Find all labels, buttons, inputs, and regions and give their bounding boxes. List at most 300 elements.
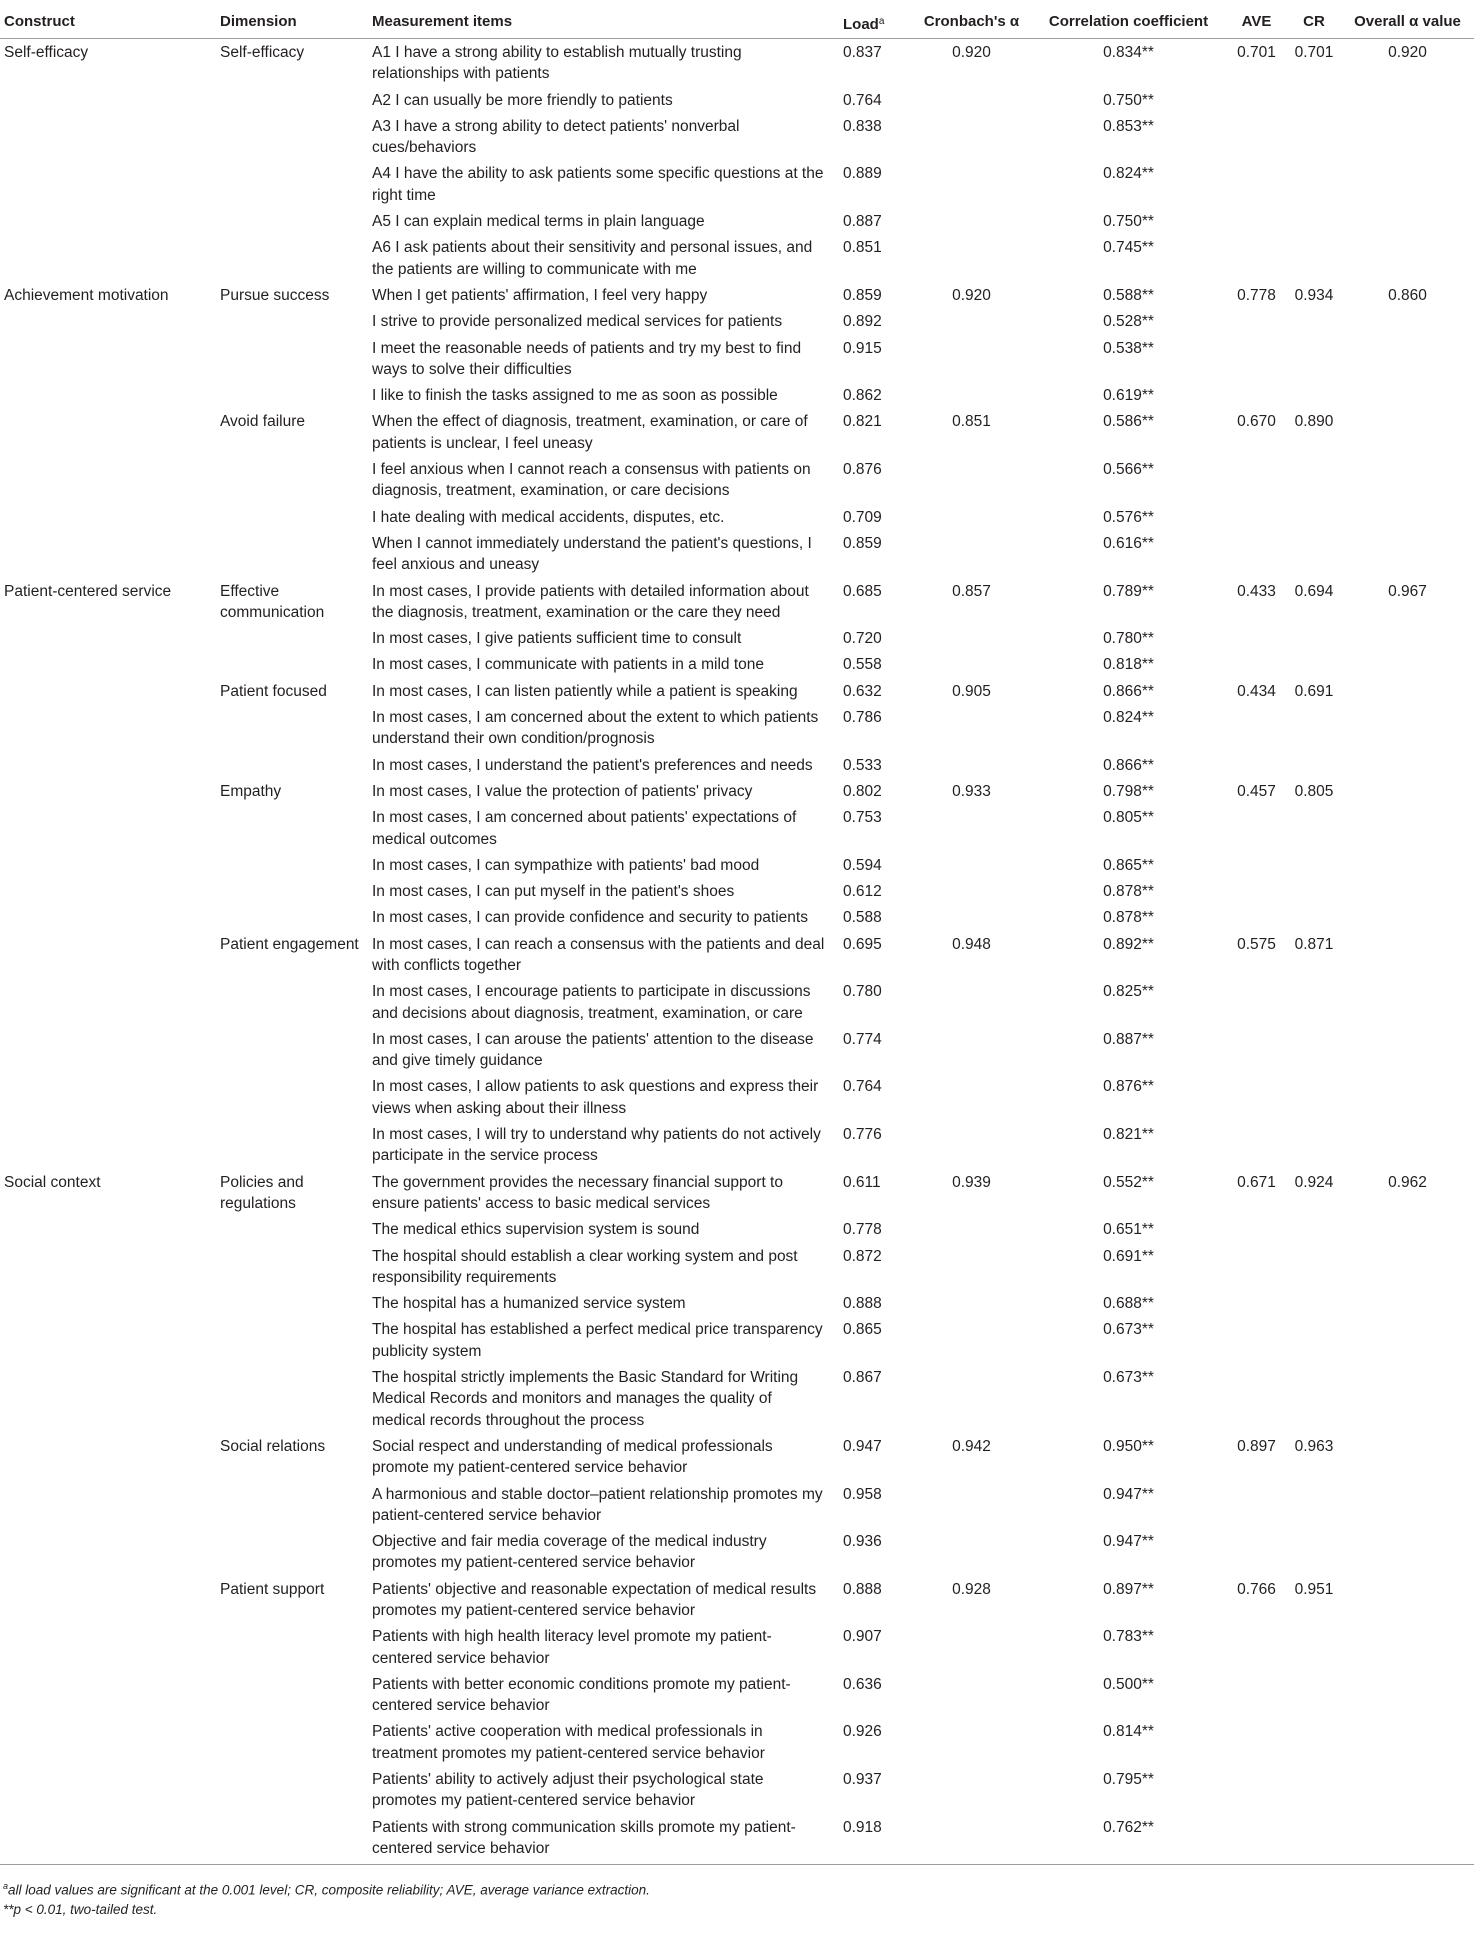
ave-cell: 0.670	[1237, 413, 1276, 431]
overall-alpha-cell	[1341, 654, 1474, 680]
table-row	[0, 163, 1474, 211]
measurement-item-cell: In most cases, I encourage patients to participate in discussions and decisions about diagnosis, treatment, examination, or care	[372, 983, 811, 1022]
load-cell: 0.685	[843, 582, 882, 600]
load-cell: 0.695	[843, 935, 882, 953]
load-cell: 0.958	[843, 1485, 882, 1503]
overall-alpha-cell	[1341, 1319, 1474, 1367]
load-cell: 0.888	[843, 1295, 882, 1313]
overall-alpha-cell	[1341, 1626, 1474, 1674]
measurement-item-cell: I like to finish the tasks assigned to me as soon as possible	[372, 387, 778, 405]
cronbach-alpha-cell	[912, 533, 1031, 581]
table-row	[0, 116, 1474, 164]
overall-alpha-cell	[1341, 1367, 1474, 1436]
ave-cell	[1226, 1246, 1287, 1294]
cr-cell	[1287, 755, 1341, 781]
correlation-cell: 0.780**	[1103, 630, 1154, 648]
table-row	[0, 1769, 1474, 1817]
table-row	[0, 1367, 1474, 1436]
construct-cell	[0, 1531, 220, 1579]
cr-cell	[1287, 1029, 1341, 1077]
overall-alpha-cell	[1341, 881, 1474, 907]
overall-alpha-cell	[1341, 507, 1474, 533]
header-construct: Construct	[0, 7, 220, 39]
table-row	[0, 855, 1474, 881]
measurement-item-cell: In most cases, I can put myself in the patient's shoes	[372, 883, 735, 901]
cronbach-alpha-cell	[912, 1293, 1031, 1319]
cr-cell	[1287, 385, 1341, 411]
measurement-item-cell: In most cases, I communicate with patients in a mild tone	[372, 656, 764, 674]
cronbach-alpha-cell	[912, 90, 1031, 116]
correlation-cell: 0.824**	[1103, 709, 1154, 727]
dimension-cell	[220, 237, 372, 285]
table-row	[0, 981, 1474, 1029]
ave-cell: 0.457	[1237, 782, 1276, 800]
cronbach-alpha-cell	[912, 1484, 1031, 1532]
table-row	[0, 1674, 1474, 1722]
cr-cell	[1287, 981, 1341, 1029]
table-row	[0, 338, 1474, 386]
load-cell: 0.872	[843, 1247, 882, 1265]
load-cell: 0.887	[843, 213, 882, 231]
overall-alpha-cell	[1341, 907, 1474, 933]
load-cell: 0.774	[843, 1030, 882, 1048]
dimension-cell: Patient focused	[220, 682, 327, 700]
cr-cell: 0.963	[1294, 1437, 1334, 1455]
construct-cell	[0, 1029, 220, 1077]
construct-cell	[0, 1124, 220, 1172]
table-row	[0, 1246, 1474, 1294]
table-row	[0, 581, 1474, 629]
measurement-item-cell: When the effect of diagnosis, treatment, examination, or care of patients is unclear, I feel uneasy	[372, 413, 808, 452]
cr-cell	[1287, 1769, 1341, 1817]
correlation-cell: 0.795**	[1103, 1771, 1154, 1789]
overall-alpha-cell	[1341, 1579, 1474, 1627]
cr-cell: 0.924	[1294, 1173, 1334, 1191]
table-row	[0, 1293, 1474, 1319]
table-row	[0, 1484, 1474, 1532]
correlation-cell: 0.853**	[1103, 117, 1154, 135]
load-cell: 0.786	[843, 709, 882, 727]
cr-cell	[1287, 1293, 1341, 1319]
construct-cell	[0, 1246, 220, 1294]
cr-cell: 0.691	[1294, 682, 1334, 700]
ave-cell	[1226, 755, 1287, 781]
dimension-cell	[220, 1293, 372, 1319]
overall-alpha-cell	[1341, 338, 1474, 386]
ave-cell	[1226, 981, 1287, 1029]
overall-alpha-cell	[1341, 1219, 1474, 1245]
footnote-a-text: all load values are significant at the 0.001 level; CR, composite reliability; AVE, average variance extraction.	[8, 1882, 650, 1898]
measurement-item-cell: I strive to provide personalized medical services for patients	[372, 313, 783, 331]
cr-cell	[1287, 1246, 1341, 1294]
cr-cell	[1287, 881, 1341, 907]
construct-cell	[0, 533, 220, 581]
table-row	[0, 907, 1474, 933]
overall-alpha-cell	[1341, 981, 1474, 1029]
dimension-cell	[220, 1531, 372, 1579]
construct-cell	[0, 654, 220, 680]
overall-alpha-cell	[1341, 237, 1474, 285]
correlation-cell: 0.750**	[1103, 91, 1154, 109]
construct-cell	[0, 981, 220, 1029]
load-cell: 0.780	[843, 983, 882, 1001]
cr-cell: 0.701	[1294, 44, 1334, 61]
cr-cell	[1287, 237, 1341, 285]
ave-cell	[1226, 1484, 1287, 1532]
load-cell: 0.889	[843, 165, 882, 183]
dimension-cell	[220, 1124, 372, 1172]
load-cell: 0.838	[843, 117, 882, 135]
cronbach-alpha-cell	[912, 1721, 1031, 1769]
dimension-cell	[220, 1246, 372, 1294]
overall-alpha-cell	[1341, 1436, 1474, 1484]
measurement-item-cell: I meet the reasonable needs of patients and try my best to find ways to solve their difficulties	[372, 339, 802, 378]
correlation-cell: 0.834**	[1103, 44, 1154, 61]
cr-cell: 0.805	[1294, 782, 1334, 800]
table-row	[0, 628, 1474, 654]
ave-cell	[1226, 1367, 1287, 1436]
measurement-item-cell: Patients with better economic conditions promote my patient-centered service behavior	[372, 1675, 791, 1715]
construct-cell	[0, 385, 220, 411]
correlation-cell: 0.500**	[1103, 1675, 1154, 1693]
header-row	[0, 7, 1474, 39]
measurement-item-cell: In most cases, I can reach a consensus with the patients and deal with conflicts together	[372, 935, 825, 974]
construct-cell	[0, 855, 220, 881]
cronbach-alpha-cell	[912, 1531, 1031, 1579]
load-cell: 0.632	[843, 682, 882, 700]
ave-cell	[1226, 1124, 1287, 1172]
header-load	[843, 7, 912, 39]
header-measurement-items: Measurement items	[372, 7, 843, 39]
measurement-item-cell: A2 I can usually be more friendly to patients	[372, 91, 673, 109]
correlation-cell: 0.887**	[1103, 1030, 1154, 1048]
measurement-item-cell: The medical ethics supervision system is sound	[372, 1221, 700, 1239]
cr-cell	[1287, 1219, 1341, 1245]
ave-cell	[1226, 116, 1287, 164]
cronbach-alpha-cell: 0.905	[952, 682, 991, 700]
construct-cell	[0, 1219, 220, 1245]
correlation-cell: 0.878**	[1103, 909, 1154, 927]
cronbach-alpha-cell	[912, 1124, 1031, 1172]
load-cell: 0.764	[843, 91, 882, 109]
correlation-cell: 0.651**	[1103, 1221, 1154, 1239]
cronbach-alpha-cell	[912, 654, 1031, 680]
construct-cell	[0, 628, 220, 654]
cronbach-alpha-cell	[912, 1367, 1031, 1436]
cronbach-alpha-cell	[912, 807, 1031, 855]
measurement-item-cell: The hospital strictly implements the Basic Standard for Writing Medical Records and monitors and manages the quality of medical records throughout the process	[372, 1369, 799, 1429]
cronbach-alpha-cell	[912, 881, 1031, 907]
cr-cell	[1287, 163, 1341, 211]
correlation-cell: 0.762**	[1031, 1817, 1226, 1865]
correlation-cell: 0.876**	[1103, 1078, 1154, 1096]
construct-cell	[0, 1817, 220, 1865]
overall-alpha-cell	[1341, 855, 1474, 881]
correlation-cell: 0.897**	[1103, 1580, 1154, 1598]
ave-cell	[1226, 1219, 1287, 1245]
dimension-cell	[220, 1484, 372, 1532]
load-cell: 0.859	[843, 286, 882, 304]
ave-cell	[1226, 1626, 1287, 1674]
measurement-item-cell: Patients' active cooperation with medical professionals in treatment promotes my patient-centered service behavior	[372, 1723, 765, 1762]
overall-alpha-cell	[1341, 781, 1474, 807]
load-cell: 0.753	[843, 809, 882, 827]
table-row	[0, 211, 1474, 237]
ave-cell	[1226, 533, 1287, 581]
dimension-cell	[220, 1674, 372, 1722]
construct-cell	[0, 90, 220, 116]
cr-cell	[1287, 1531, 1341, 1579]
dimension-cell	[220, 755, 372, 781]
overall-alpha-cell	[1341, 1029, 1474, 1077]
measurement-item-cell: Patients' ability to actively adjust their psychological state promotes my patient-centered service behavior	[372, 1771, 764, 1810]
construct-cell	[0, 934, 220, 982]
cronbach-alpha-cell	[912, 1817, 1031, 1865]
measurement-item-cell: In most cases, I can arouse the patients' attention to the disease and give timely guidance	[372, 1030, 814, 1070]
cronbach-alpha-cell	[912, 459, 1031, 507]
cr-cell	[1287, 1367, 1341, 1436]
load-cell: 0.821	[843, 413, 882, 431]
table-row	[0, 881, 1474, 907]
overall-alpha-cell	[1341, 385, 1474, 411]
cronbach-alpha-cell: 0.857	[952, 582, 991, 600]
correlation-cell: 0.878**	[1103, 883, 1154, 901]
correlation-cell: 0.947**	[1103, 1485, 1154, 1503]
dimension-cell	[220, 116, 372, 164]
measurement-item-cell: The hospital has established a perfect medical price transparency publicity system	[372, 1321, 823, 1360]
overall-alpha-cell	[1341, 163, 1474, 211]
overall-alpha-cell	[1341, 411, 1474, 459]
dimension-cell	[220, 654, 372, 680]
measurement-item-cell: In most cases, I provide patients with detailed information about the diagnosis, treatment, examination or the care they need	[372, 582, 809, 621]
dimension-cell: Patient support	[220, 1580, 325, 1598]
load-cell: 0.837	[843, 44, 882, 61]
measurement-item-cell: The hospital should establish a clear working system and post responsibility requirements	[372, 1247, 798, 1286]
measurement-item-cell: A harmonious and stable doctor–patient relationship promotes my patient-centered service behavior	[372, 1485, 823, 1524]
cr-cell: 0.951	[1294, 1580, 1334, 1598]
table-row	[0, 1319, 1474, 1367]
measurement-item-cell: Objective and fair media coverage of the medical industry promotes my patient-centered service behavior	[372, 1533, 767, 1572]
load-cell: 0.764	[843, 1078, 882, 1096]
dimension-cell	[220, 1219, 372, 1245]
load-cell: 0.865	[843, 1321, 882, 1339]
correlation-cell: 0.576**	[1103, 508, 1154, 526]
table-row	[0, 285, 1474, 311]
cr-cell	[1287, 907, 1341, 933]
table-row	[0, 237, 1474, 285]
correlation-cell: 0.866**	[1103, 682, 1154, 700]
cronbach-alpha-cell: 0.942	[952, 1437, 991, 1455]
load-cell: 0.533	[843, 756, 882, 774]
cr-cell	[1287, 1817, 1341, 1865]
table-row	[0, 533, 1474, 581]
construct-cell	[0, 1319, 220, 1367]
ave-cell	[1226, 1674, 1287, 1722]
ave-cell	[1226, 163, 1287, 211]
table-row	[0, 1531, 1474, 1579]
correlation-cell: 0.745**	[1103, 239, 1154, 257]
overall-alpha-cell: 0.962	[1388, 1173, 1427, 1191]
correlation-cell: 0.586**	[1103, 413, 1154, 431]
measurement-item-cell: A6 I ask patients about their sensitivity and personal issues, and the patients are willing to communicate with me	[372, 239, 813, 278]
cronbach-alpha-cell	[912, 507, 1031, 533]
load-cell: 0.859	[843, 534, 882, 552]
correlation-cell: 0.818**	[1103, 656, 1154, 674]
dimension-cell	[220, 211, 372, 237]
overall-alpha-cell: 0.967	[1388, 582, 1427, 600]
measurement-item-cell: In most cases, I give patients sufficient time to consult	[372, 630, 742, 648]
cr-cell	[1287, 807, 1341, 855]
measurement-item-cell: A5 I can explain medical terms in plain language	[372, 213, 705, 231]
measurement-item-cell: In most cases, I understand the patient's preferences and needs	[372, 756, 813, 774]
measurement-item-cell: In most cases, I can sympathize with patients' bad mood	[372, 856, 760, 874]
ave-cell	[1226, 1029, 1287, 1077]
correlation-cell: 0.950**	[1103, 1437, 1154, 1455]
correlation-cell: 0.688**	[1103, 1295, 1154, 1313]
cr-cell	[1287, 211, 1341, 237]
dimension-cell	[220, 459, 372, 507]
overall-alpha-cell	[1341, 807, 1474, 855]
overall-alpha-cell	[1341, 1293, 1474, 1319]
table-row	[0, 39, 1474, 90]
construct-cell	[0, 1484, 220, 1532]
correlation-cell: 0.750**	[1103, 213, 1154, 231]
correlation-cell: 0.619**	[1103, 387, 1154, 405]
table-row	[0, 1219, 1474, 1245]
ave-cell	[1226, 1769, 1287, 1817]
cronbach-alpha-cell	[912, 1076, 1031, 1124]
construct-cell	[0, 707, 220, 755]
construct-cell	[0, 163, 220, 211]
construct-cell	[0, 116, 220, 164]
ave-cell	[1226, 338, 1287, 386]
table-row	[0, 1172, 1474, 1220]
correlation-cell: 0.616**	[1103, 534, 1154, 552]
table-row	[0, 311, 1474, 337]
dimension-cell: Policies and regulations	[220, 1173, 304, 1212]
ave-cell	[1226, 237, 1287, 285]
overall-alpha-cell	[1341, 755, 1474, 781]
load-cell: 0.611	[843, 1173, 881, 1191]
header-correlation-coefficient: Correlation coefficient	[1031, 7, 1226, 39]
ave-cell	[1226, 311, 1287, 337]
table-row	[0, 1626, 1474, 1674]
overall-alpha-cell	[1341, 311, 1474, 337]
load-cell: 0.851	[843, 239, 882, 257]
load-cell: 0.876	[843, 461, 882, 479]
dimension-cell	[220, 1029, 372, 1077]
construct-cell: Self-efficacy	[4, 44, 89, 61]
ave-cell: 0.778	[1237, 286, 1276, 304]
correlation-cell: 0.691**	[1103, 1247, 1154, 1265]
overall-alpha-cell	[1341, 934, 1474, 982]
correlation-cell: 0.814**	[1103, 1723, 1154, 1741]
overall-alpha-cell: 0.920	[1388, 44, 1427, 61]
dimension-cell	[220, 163, 372, 211]
ave-cell	[1226, 90, 1287, 116]
cronbach-alpha-cell: 0.939	[952, 1173, 991, 1191]
cr-cell	[1287, 707, 1341, 755]
cronbach-alpha-cell	[912, 855, 1031, 881]
load-cell: 0.918	[843, 1817, 912, 1865]
dimension-cell	[220, 907, 372, 933]
dimension-cell: Patient engagement	[220, 935, 359, 953]
table-row	[0, 1721, 1474, 1769]
overall-alpha-cell	[1341, 90, 1474, 116]
cr-cell	[1287, 855, 1341, 881]
overall-alpha-cell	[1341, 1484, 1474, 1532]
cronbach-alpha-cell	[912, 981, 1031, 1029]
dimension-cell	[220, 855, 372, 881]
dimension-cell: Self-efficacy	[220, 44, 305, 61]
correlation-cell: 0.892**	[1103, 935, 1154, 953]
measurement-item-cell: When I cannot immediately understand the patient's questions, I feel anxious and uneasy	[372, 534, 812, 574]
ave-cell	[1226, 459, 1287, 507]
table-row	[0, 1817, 1474, 1865]
header-ave: AVE	[1226, 7, 1287, 39]
construct-cell	[0, 507, 220, 533]
correlation-cell: 0.673**	[1103, 1321, 1154, 1339]
dimension-cell	[220, 707, 372, 755]
construct-cell: Social context	[4, 1173, 101, 1191]
ave-cell	[1226, 1293, 1287, 1319]
dimension-cell: Social relations	[220, 1437, 326, 1455]
ave-cell	[1226, 1721, 1287, 1769]
table-row	[0, 411, 1474, 459]
load-cell: 0.588	[843, 909, 882, 927]
dimension-cell	[220, 807, 372, 855]
cronbach-alpha-cell	[912, 1674, 1031, 1722]
load-cell: 0.888	[843, 1580, 882, 1598]
load-cell: 0.867	[843, 1369, 882, 1387]
measurement-item-cell: Social respect and understanding of medical professionals promote my patient-centered service behavior	[372, 1437, 773, 1477]
dimension-cell	[220, 90, 372, 116]
cr-cell	[1287, 628, 1341, 654]
cr-cell	[1287, 90, 1341, 116]
overall-alpha-cell	[1341, 1531, 1474, 1579]
cronbach-alpha-cell: 0.933	[952, 782, 991, 800]
header-load-label: Load	[843, 16, 879, 33]
footnote-p: **p < 0.01, two-tailed test.	[3, 1901, 158, 1917]
overall-alpha-cell	[1341, 1124, 1474, 1172]
ave-cell	[1226, 1817, 1287, 1865]
dimension-cell: Empathy	[220, 782, 282, 800]
ave-cell: 0.433	[1237, 582, 1276, 600]
construct-cell	[0, 1293, 220, 1319]
table-row	[0, 1076, 1474, 1124]
measurement-item-cell: In most cases, I will try to understand why patients do not actively participate in the service process	[372, 1126, 821, 1165]
correlation-cell: 0.805**	[1103, 809, 1154, 827]
cr-cell	[1287, 1484, 1341, 1532]
measurement-item-cell: In most cases, I am concerned about patients' expectations of medical outcomes	[372, 809, 797, 848]
overall-alpha-cell	[1341, 1076, 1474, 1124]
ave-cell	[1226, 1319, 1287, 1367]
ave-cell	[1226, 654, 1287, 680]
construct-cell	[0, 781, 220, 807]
cronbach-alpha-cell	[912, 1769, 1031, 1817]
load-cell: 0.915	[843, 339, 882, 357]
header-load-superscript: a	[878, 16, 885, 27]
dimension-cell	[220, 1367, 372, 1436]
table-footnotes	[3, 1877, 650, 1919]
load-cell: 0.907	[843, 1628, 882, 1646]
cr-cell: 0.694	[1294, 582, 1334, 600]
measurement-item-cell: The hospital has a humanized service system	[372, 1295, 686, 1313]
overall-alpha-cell	[1341, 1721, 1474, 1769]
dimension-cell	[220, 338, 372, 386]
footnote-a	[3, 1877, 650, 1900]
cr-cell	[1287, 1319, 1341, 1367]
